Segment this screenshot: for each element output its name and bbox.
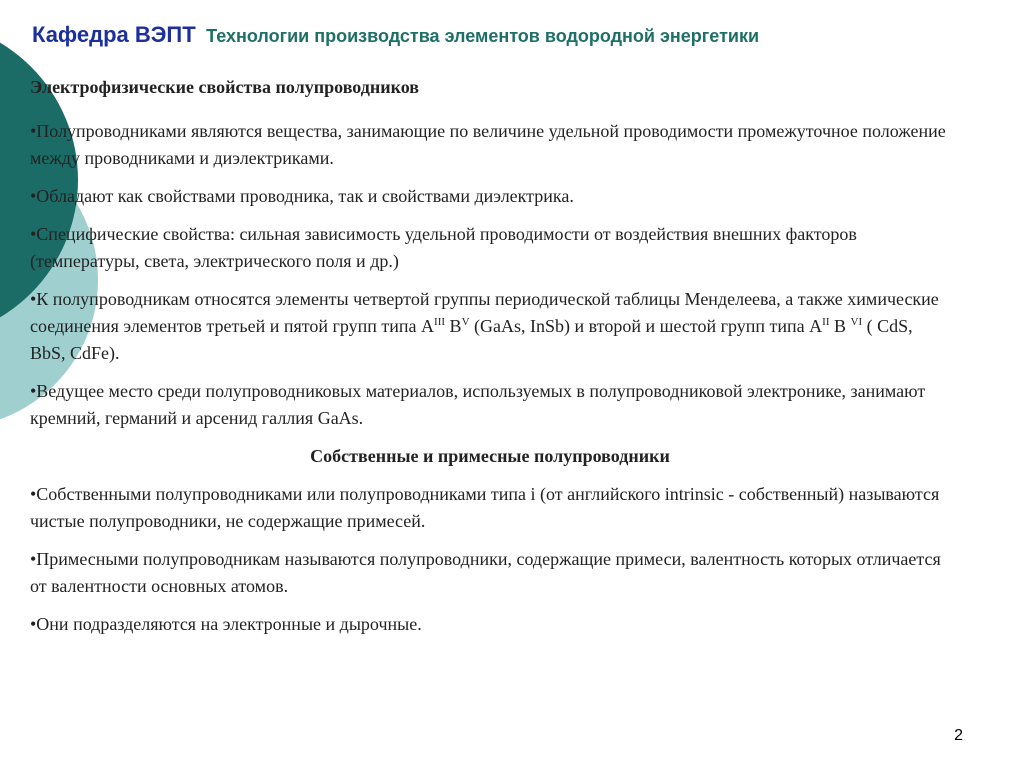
superscript-ii: II [822, 316, 830, 328]
paragraph-element-groups [30, 286, 950, 367]
paragraph-properties: •Обладают как свойствами проводника, так и свойствами диэлектрика. [30, 186, 574, 206]
superscript-v: V [461, 316, 470, 328]
paragraph-definition: •Полупроводниками являются вещества, занимающие по величине удельной проводимости промежуточное положение между проводниками и диэлектриками. [30, 121, 946, 168]
subsection-heading: Собственные и примесные полупроводники [310, 446, 670, 466]
paragraph-intrinsic: •Собственными полупроводниками или полупроводниками типа i (от английского intrinsic - собственный) называются чистые полупроводники, не содержащие примесей. [30, 484, 940, 531]
groups-text-middle: (GaAs, InSb) и второй и шестой групп типа A [469, 316, 823, 336]
slide-content [30, 74, 950, 649]
groups-text-b2: B [829, 316, 851, 336]
groups-text-end: ( CdS, BbS, CdFe). [30, 316, 913, 363]
course-title: Технологии производства элементов водородной энергетики [206, 26, 760, 46]
paragraph-extrinsic: •Примесными полупроводникам называются полупроводники, содержащие примеси, валентность которых отличается от валентности основных атомов. [30, 549, 941, 596]
paragraph-leading-materials: •Ведущее место среди полупроводниковых материалов, используемых в полупроводниковой электронике, занимают кремний, германий и арсенид галлия GaAs. [30, 381, 926, 428]
slide-header [32, 22, 759, 48]
page-number: 2 [954, 727, 963, 744]
superscript-vi: VI [850, 316, 863, 328]
superscript-iii: III [434, 316, 446, 328]
paragraph-specific-properties: •Специфические свойства: сильная зависимость удельной проводимости от воздействия внешних факторов (температуры, света, электрического поля и др.) [30, 224, 857, 271]
department-title: Кафедра ВЭПТ [32, 22, 196, 47]
groups-intro-text: •К полупроводникам относятся элементы четвертой группы периодической таблицы Менделеева, а также химические соединения элементов третьей и пятой групп типа A [30, 289, 939, 336]
section-heading: Электрофизические свойства полупроводников [30, 77, 420, 97]
groups-text-b: B [445, 316, 462, 336]
paragraph-types: •Они подразделяются на электронные и дырочные. [30, 614, 422, 634]
